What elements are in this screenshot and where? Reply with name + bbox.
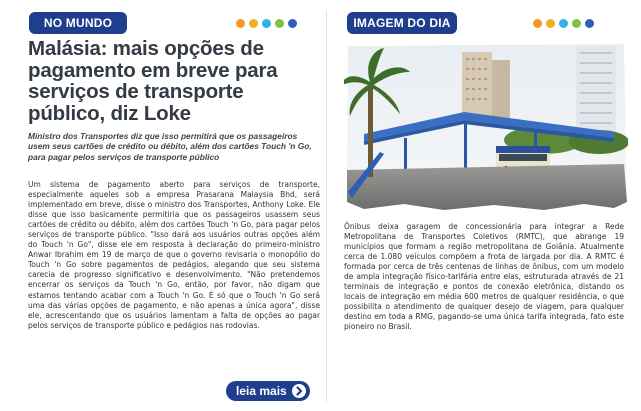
article-headline: Malásia: mais opções de pagamento em breve para serviços de transporte público, diz Loke <box>28 37 278 125</box>
article-body: Um sistema de pagamento aberto para serviços de transporte, especialmente aqueles sob a empresa Prasarana Malaysia Bhd, será implementado em breve, disse o ministro dos Transportes, Anthony Loke. Ele disse que isso basicamente permitiria que os passageiros usassem seus cartões de crédito ou débito, além dos cartões Touch 'n Go, para pagar pelos serviços de transporte público. "Isso dará aos usuários outras opções além do Touch 'n Go", disse ele em resposta à declaração do primeiro-ministro Anwar Ibrahim em 19 de março de que o governo revisaria o monopólio do Touch 'n Go sobre pagamentos de pedágios, alegando que seu sistema carecia de progresso significativo e desenvolvimento. "Não pretendemos encerrar os serviços da Touch 'n Go, então, por favor, não digam que estamos tentando acabar com a Touch 'n Go. É só que o Touch 'n Go será uma das várias opções de pagamento, e não apenas a única agora", disse ele, acrescentando que os usuários lamentam a falta de opções ao pagar pelos serviços de transporte público e pedágios nas rodovias. <box>28 180 320 330</box>
dot-icon <box>585 19 594 28</box>
dot-icon <box>288 19 297 28</box>
read-more-button[interactable] <box>226 381 310 401</box>
decorative-dots <box>533 19 594 28</box>
chevron-right-icon <box>292 384 306 398</box>
dot-icon <box>559 19 568 28</box>
dot-icon <box>236 19 245 28</box>
dot-icon <box>249 19 258 28</box>
section-tag-no-mundo: NO MUNDO <box>29 12 127 34</box>
section-tag-imagem-do-dia: IMAGEM DO DIA <box>347 12 457 34</box>
dot-icon <box>572 19 581 28</box>
bus-terminal-photo <box>344 42 628 212</box>
dot-icon <box>262 19 271 28</box>
photo-caption: Ônibus deixa garagem de concessionária para integrar a Rede Metropolitana de Transportes Coletivos (RMTC), que abrange 19 municípios que formam a região metropolitana de Goiânia. Atualmente cerca de 1.080 veículos compõem a frota de largada por dia. A RMTC é formada por cerca de três centenas de linhas de ônibus, com um modelo de ampla integração físico-tarifária entre elas, estruturada através de 21 terminais de integração e pontos de conexão eletrônica, distando os locais de integração em média 600 metros de qualquer residência, o que possibilita o atendimento de qualquer desejo de viagem, para qualquer destino em toda a RMG, pagando-se uma única tarifa integrada, fato este pioneiro no Brasil. <box>344 222 624 332</box>
decorative-dots <box>236 19 297 28</box>
dot-icon <box>275 19 284 28</box>
column-divider <box>326 10 327 402</box>
dot-icon <box>546 19 555 28</box>
image-of-day-column <box>333 0 641 411</box>
article-lead: Ministro dos Transportes diz que isso permitirá que os passageiros usem seus cartões de crédito ou débito, além dos cartões Touch 'n Go, para pagar pelos serviços de transporte público <box>28 131 312 162</box>
dot-icon <box>533 19 542 28</box>
read-more-label: leia mais <box>236 384 287 398</box>
